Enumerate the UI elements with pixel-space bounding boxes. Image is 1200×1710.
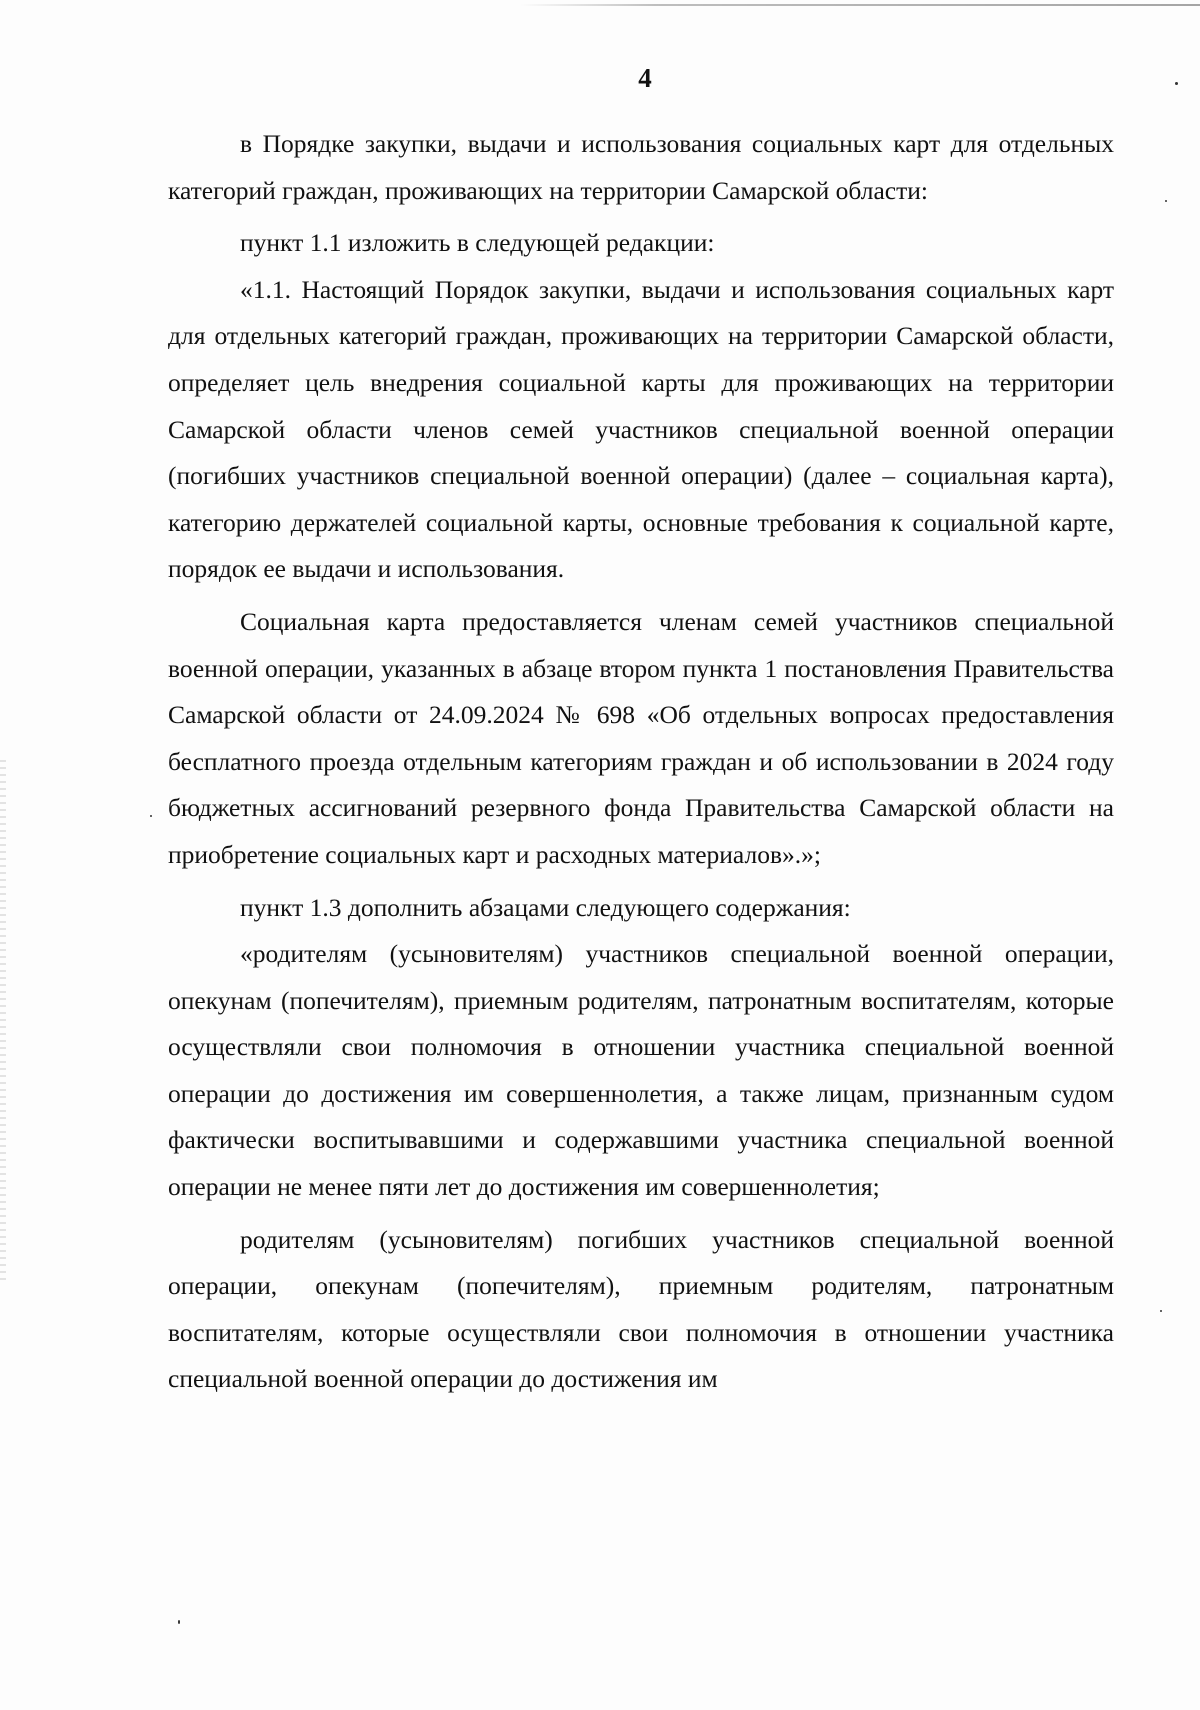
scan-speck bbox=[178, 1620, 180, 1624]
scan-edge-artifact bbox=[520, 4, 1200, 6]
page-number: 4 bbox=[638, 63, 652, 93]
scan-speck bbox=[150, 815, 152, 817]
paragraph: «родителям (усыновителям) участников специальной военной операции, опекунам (попечителям), приемным родителям, патронатным воспитателям, которые осуществляли свои полномочия в отношении участника специальной военной операции до достижения им совершеннолетия, а также лицам, признанным судом фактически воспитывавшими и содержавшими участника специальной военной операции не менее пяти лет до достижения им совершеннолетия; bbox=[168, 939, 1114, 1202]
scan-edge-artifact bbox=[0, 760, 6, 1280]
paragraph: пункт 1.3 дополнить абзацами следующего содержания: bbox=[240, 892, 851, 922]
paragraph: пункт 1.1 изложить в следующей редакции: bbox=[240, 228, 715, 258]
paragraph: в Порядке закупки, выдачи и использования социальных карт для отдельных категорий граждан, проживающих на территории Самарской области: bbox=[168, 129, 1114, 205]
paragraph: Социальная карта предоставляется членам семей участников специальной военной операции, указанных в абзаце втором пункта 1 постановления Правительства Самарской области от 24.09.2024 № 698 «Об отдельных вопросах предоставления бесплатного проезда отдельным категориям граждан и об использовании в 2024 году бюджетных ассигнований резервного фонда Правительства Самарской области на приобретение социальных карт и расходных материалов».»; bbox=[168, 606, 1114, 869]
paragraph: «1.1. Настоящий Порядок закупки, выдачи и использования социальных карт для отдельных категорий граждан, проживающих на территории Самарской области, определяет цель внедрения социальной карты для проживающих на территории Самарской области членов семей участников специальной военной операции (погибших участников специальной военной операции) (далее – социальная карта), категорию держателей социальной карты, основные требования к социальной карте, порядок ее выдачи и использования. bbox=[168, 274, 1114, 584]
scan-speck bbox=[1160, 1310, 1162, 1312]
scan-speck bbox=[1165, 200, 1167, 202]
document-body bbox=[168, 121, 1114, 1403]
paragraph: родителям (усыновителям) погибших участников специальной военной операции, опекунам (попечителям), приемным родителям, патронатным воспитателям, которые осуществляли свои полномочия в отношении участника специальной военной операции до достижения им bbox=[168, 1224, 1114, 1394]
